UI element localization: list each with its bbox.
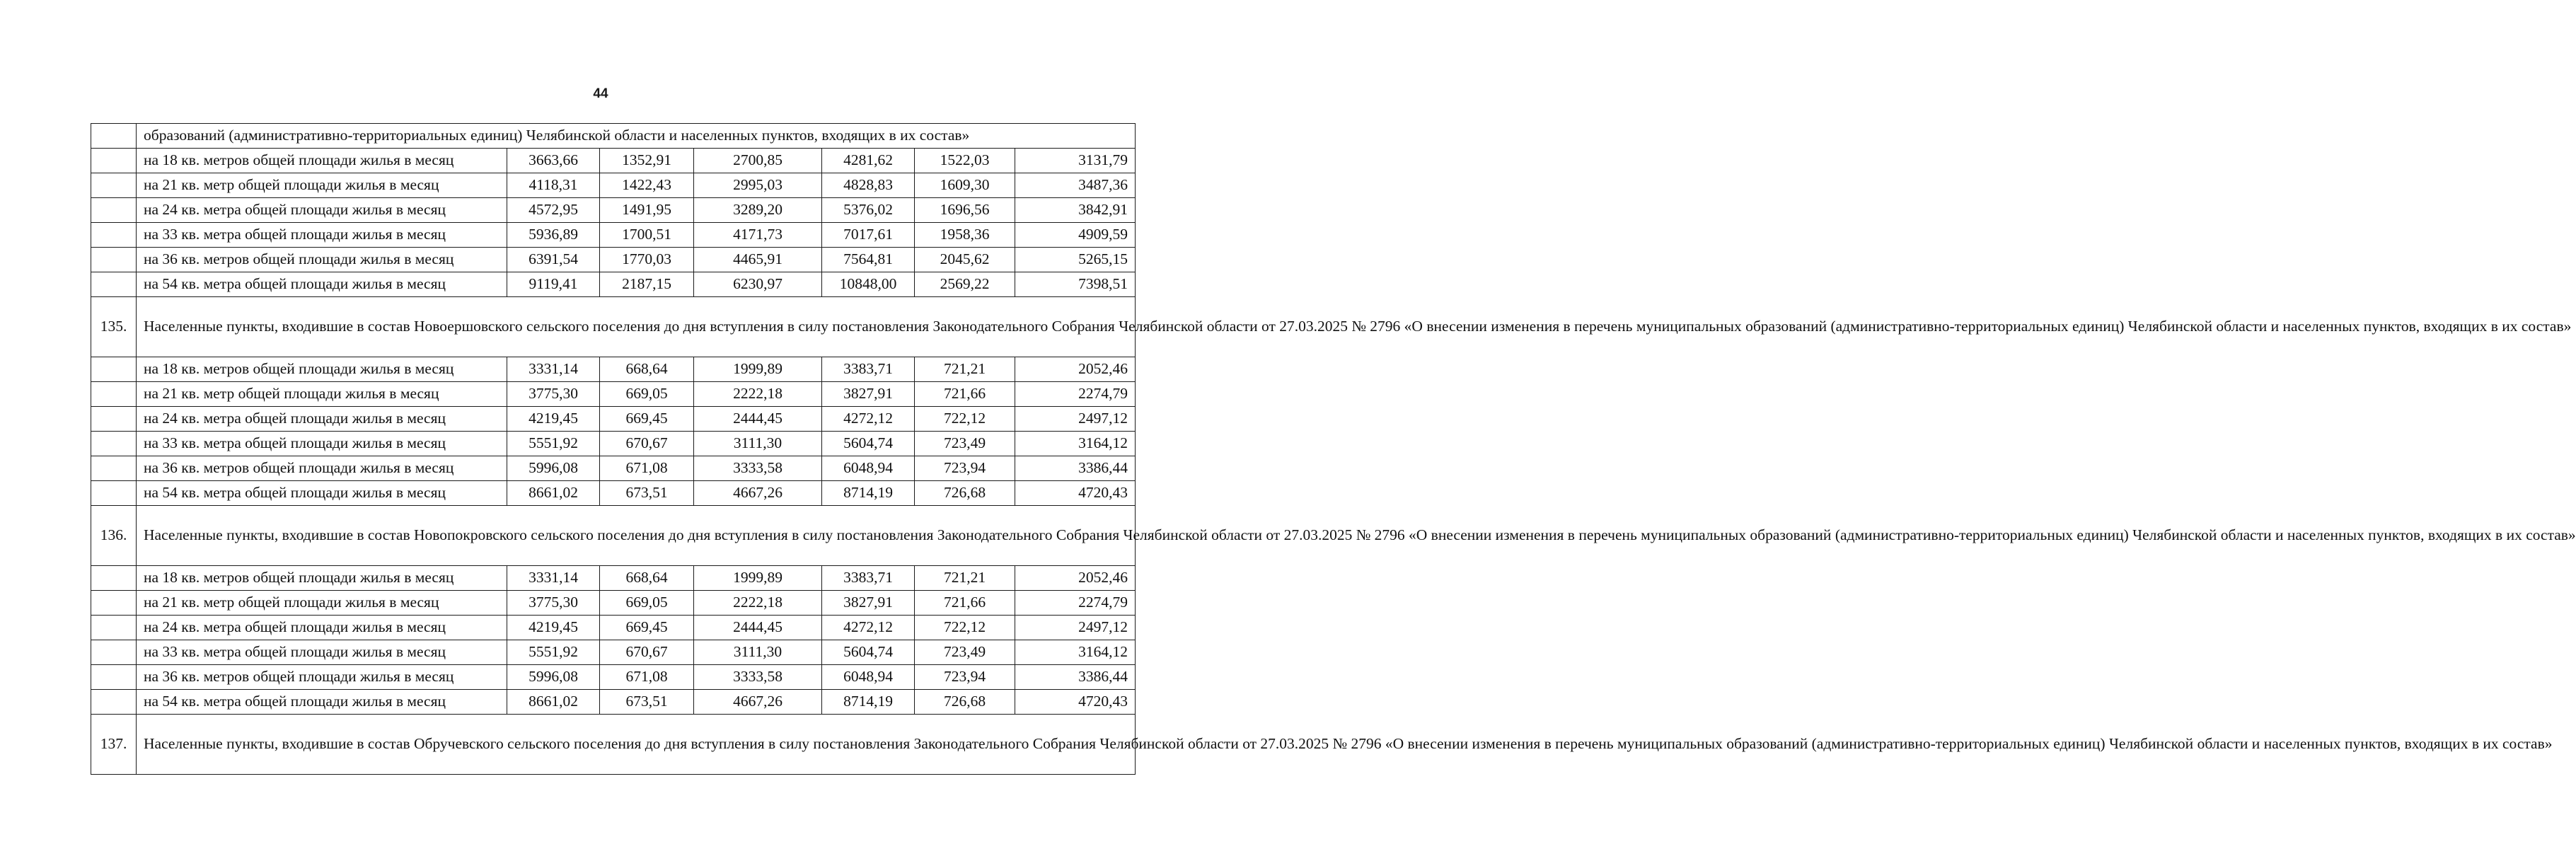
- housing-norm-label: на 24 кв. метра общей площади жилья в месяц: [137, 616, 507, 640]
- housing-norm-label: на 24 кв. метра общей площади жилья в месяц: [137, 198, 507, 223]
- value-cell-6: 4720,43: [1015, 690, 1136, 715]
- value-cell-4: 6048,94: [822, 665, 915, 690]
- value-cell-2: 671,08: [600, 665, 694, 690]
- value-cell-6: 4909,59: [1015, 223, 1136, 248]
- table-row: [91, 591, 1136, 616]
- value-cell-4: 5604,74: [822, 432, 915, 456]
- continuation-text: образований (административно-территориальных единиц) Челябинской области и населенных пунктов, входящих в их состав»: [137, 124, 1136, 149]
- value-cell-1: 9119,41: [507, 272, 600, 297]
- table-row: [91, 665, 1136, 690]
- table-row: [91, 198, 1136, 223]
- section-number: 135.: [91, 297, 137, 357]
- value-cell-3: 2222,18: [694, 382, 822, 407]
- continuation-row: [91, 124, 1136, 149]
- value-cell-4: 8714,19: [822, 481, 915, 506]
- housing-norm-label: на 54 кв. метра общей площади жилья в месяц: [137, 272, 507, 297]
- value-cell-3: 2444,45: [694, 407, 822, 432]
- value-cell-1: 5551,92: [507, 432, 600, 456]
- value-cell-6: 3164,12: [1015, 432, 1136, 456]
- value-cell-1: 3663,66: [507, 149, 600, 173]
- housing-norm-label: на 18 кв. метров общей площади жилья в месяц: [137, 566, 507, 591]
- section-description: Населенные пункты, входившие в состав Новоершовского сельского поселения до дня вступления в силу постановления Законодательного Собрания Челябинской области от 27.03.2025 № 2796 «О внесении изменения в перечень муниципальных образований (административно-территориальных единиц) Челябинской области и населенных пунктов, входящих в их состав»: [137, 297, 1136, 357]
- value-cell-2: 1770,03: [600, 248, 694, 272]
- value-cell-6: 7398,51: [1015, 272, 1136, 297]
- value-cell-1: 4118,31: [507, 173, 600, 198]
- value-cell-1: 4572,95: [507, 198, 600, 223]
- row-number-cell: [91, 432, 137, 456]
- value-cell-4: 10848,00: [822, 272, 915, 297]
- housing-norm-label: на 36 кв. метров общей площади жилья в месяц: [137, 456, 507, 481]
- value-cell-3: 4667,26: [694, 481, 822, 506]
- value-cell-6: 2274,79: [1015, 382, 1136, 407]
- row-number-cell: [91, 407, 137, 432]
- value-cell-6: 3386,44: [1015, 456, 1136, 481]
- value-cell-2: 2187,15: [600, 272, 694, 297]
- housing-norm-label: на 54 кв. метра общей площади жилья в месяц: [137, 481, 507, 506]
- value-cell-6: 2274,79: [1015, 591, 1136, 616]
- value-cell-1: 8661,02: [507, 481, 600, 506]
- value-cell-1: 5996,08: [507, 665, 600, 690]
- value-cell-2: 668,64: [600, 357, 694, 382]
- row-number-cell: [91, 690, 137, 715]
- value-cell-5: 721,21: [915, 357, 1015, 382]
- row-number-cell: [91, 272, 137, 297]
- value-cell-3: 3333,58: [694, 665, 822, 690]
- housing-norm-label: на 21 кв. метр общей площади жилья в месяц: [137, 591, 507, 616]
- row-number-cell: [91, 124, 137, 149]
- value-cell-5: 726,68: [915, 481, 1015, 506]
- value-cell-3: 4465,91: [694, 248, 822, 272]
- row-number-cell: [91, 481, 137, 506]
- value-cell-1: 5551,92: [507, 640, 600, 665]
- section-number: 137.: [91, 715, 137, 775]
- value-cell-5: 721,21: [915, 566, 1015, 591]
- value-cell-3: 2222,18: [694, 591, 822, 616]
- value-cell-6: 2497,12: [1015, 616, 1136, 640]
- value-cell-1: 3331,14: [507, 566, 600, 591]
- value-cell-5: 1609,30: [915, 173, 1015, 198]
- row-number-cell: [91, 198, 137, 223]
- housing-norm-label: на 24 кв. метра общей площади жилья в месяц: [137, 407, 507, 432]
- value-cell-3: 3289,20: [694, 198, 822, 223]
- value-cell-5: 1696,56: [915, 198, 1015, 223]
- value-cell-1: 8661,02: [507, 690, 600, 715]
- value-cell-4: 4828,83: [822, 173, 915, 198]
- value-cell-2: 670,67: [600, 640, 694, 665]
- value-cell-6: 2052,46: [1015, 357, 1136, 382]
- value-cell-4: 4272,12: [822, 616, 915, 640]
- value-cell-6: 3386,44: [1015, 665, 1136, 690]
- table-row: [91, 640, 1136, 665]
- row-number-cell: [91, 640, 137, 665]
- value-cell-5: 726,68: [915, 690, 1015, 715]
- value-cell-4: 3827,91: [822, 591, 915, 616]
- housing-norm-label: на 33 кв. метра общей площади жилья в месяц: [137, 432, 507, 456]
- value-cell-2: 673,51: [600, 481, 694, 506]
- value-cell-4: 4272,12: [822, 407, 915, 432]
- value-cell-1: 4219,45: [507, 616, 600, 640]
- housing-norm-label: на 21 кв. метр общей площади жилья в месяц: [137, 382, 507, 407]
- value-cell-2: 669,05: [600, 591, 694, 616]
- table-body: [91, 124, 2576, 775]
- table-row: [91, 382, 1136, 407]
- value-cell-3: 2995,03: [694, 173, 822, 198]
- value-cell-6: 2052,46: [1015, 566, 1136, 591]
- value-cell-3: 6230,97: [694, 272, 822, 297]
- value-cell-4: 7564,81: [822, 248, 915, 272]
- value-cell-5: 723,94: [915, 665, 1015, 690]
- value-cell-3: 3333,58: [694, 456, 822, 481]
- value-cell-3: 4171,73: [694, 223, 822, 248]
- table-row: [91, 481, 1136, 506]
- value-cell-2: 1491,95: [600, 198, 694, 223]
- value-cell-1: 5936,89: [507, 223, 600, 248]
- housing-norm-label: на 36 кв. метров общей площади жилья в месяц: [137, 665, 507, 690]
- value-cell-4: 3383,71: [822, 566, 915, 591]
- value-cell-6: 3487,36: [1015, 173, 1136, 198]
- row-number-cell: [91, 591, 137, 616]
- row-number-cell: [91, 223, 137, 248]
- value-cell-2: 668,64: [600, 566, 694, 591]
- value-cell-1: 5996,08: [507, 456, 600, 481]
- housing-norm-label: на 36 кв. метров общей площади жилья в месяц: [137, 248, 507, 272]
- value-cell-2: 669,05: [600, 382, 694, 407]
- value-cell-1: 4219,45: [507, 407, 600, 432]
- value-cell-4: 6048,94: [822, 456, 915, 481]
- value-cell-6: 4720,43: [1015, 481, 1136, 506]
- value-cell-5: 723,49: [915, 640, 1015, 665]
- table-row: [91, 407, 1136, 432]
- value-cell-2: 669,45: [600, 407, 694, 432]
- section-number: 136.: [91, 506, 137, 566]
- table-row: [91, 272, 1136, 297]
- section-description: Населенные пункты, входившие в состав Обручевского сельского поселения до дня вступления в силу постановления Законодательного Собрания Челябинской области от 27.03.2025 № 2796 «О внесении изменения в перечень муниципальных образований (административно-территориальных единиц) Челябинской области и населенных пунктов, входящих в их состав»: [137, 715, 1136, 775]
- table-row: [91, 149, 1136, 173]
- value-cell-6: 3131,79: [1015, 149, 1136, 173]
- value-cell-3: 1999,89: [694, 566, 822, 591]
- section-description: Населенные пункты, входившие в состав Новопокровского сельского поселения до дня вступления в силу постановления Законодательного Собрания Челябинской области от 27.03.2025 № 2796 «О внесении изменения в перечень муниципальных образований (административно-территориальных единиц) Челябинской области и населенных пунктов, входящих в их состав»: [137, 506, 1136, 566]
- value-cell-3: 3111,30: [694, 432, 822, 456]
- value-cell-5: 723,94: [915, 456, 1015, 481]
- value-cell-2: 670,67: [600, 432, 694, 456]
- page-number: 44: [593, 86, 608, 101]
- value-cell-4: 5376,02: [822, 198, 915, 223]
- housing-norm-label: на 54 кв. метра общей площади жилья в месяц: [137, 690, 507, 715]
- housing-norm-label: на 18 кв. метров общей площади жилья в месяц: [137, 149, 507, 173]
- value-cell-5: 2569,22: [915, 272, 1015, 297]
- value-cell-4: 4281,62: [822, 149, 915, 173]
- housing-norm-label: на 33 кв. метра общей площади жилья в месяц: [137, 223, 507, 248]
- value-cell-4: 3383,71: [822, 357, 915, 382]
- value-cell-6: 3164,12: [1015, 640, 1136, 665]
- row-number-cell: [91, 173, 137, 198]
- value-cell-5: 722,12: [915, 616, 1015, 640]
- value-cell-5: 722,12: [915, 407, 1015, 432]
- row-number-cell: [91, 665, 137, 690]
- row-number-cell: [91, 382, 137, 407]
- value-cell-4: 5604,74: [822, 640, 915, 665]
- row-number-cell: [91, 357, 137, 382]
- table-row: [91, 690, 1136, 715]
- section-header-row: [91, 715, 1136, 775]
- value-cell-2: 669,45: [600, 616, 694, 640]
- tariff-table: [91, 123, 2576, 775]
- table-row: [91, 223, 1136, 248]
- row-number-cell: [91, 456, 137, 481]
- value-cell-3: 2700,85: [694, 149, 822, 173]
- value-cell-6: 2497,12: [1015, 407, 1136, 432]
- housing-norm-label: на 18 кв. метров общей площади жилья в месяц: [137, 357, 507, 382]
- row-number-cell: [91, 616, 137, 640]
- value-cell-5: 721,66: [915, 591, 1015, 616]
- value-cell-3: 2444,45: [694, 616, 822, 640]
- value-cell-4: 7017,61: [822, 223, 915, 248]
- value-cell-2: 673,51: [600, 690, 694, 715]
- section-header-row: [91, 297, 1136, 357]
- housing-norm-label: на 33 кв. метра общей площади жилья в месяц: [137, 640, 507, 665]
- value-cell-2: 1422,43: [600, 173, 694, 198]
- value-cell-5: 1958,36: [915, 223, 1015, 248]
- row-number-cell: [91, 248, 137, 272]
- table-row: [91, 248, 1136, 272]
- value-cell-1: 6391,54: [507, 248, 600, 272]
- value-cell-2: 1352,91: [600, 149, 694, 173]
- table-row: [91, 566, 1136, 591]
- housing-norm-label: на 21 кв. метр общей площади жилья в месяц: [137, 173, 507, 198]
- row-number-cell: [91, 566, 137, 591]
- value-cell-2: 1700,51: [600, 223, 694, 248]
- value-cell-5: 723,49: [915, 432, 1015, 456]
- value-cell-6: 5265,15: [1015, 248, 1136, 272]
- row-number-cell: [91, 149, 137, 173]
- value-cell-5: 1522,03: [915, 149, 1015, 173]
- value-cell-3: 1999,89: [694, 357, 822, 382]
- value-cell-4: 3827,91: [822, 382, 915, 407]
- value-cell-4: 8714,19: [822, 690, 915, 715]
- value-cell-2: 671,08: [600, 456, 694, 481]
- value-cell-5: 2045,62: [915, 248, 1015, 272]
- value-cell-1: 3331,14: [507, 357, 600, 382]
- value-cell-5: 721,66: [915, 382, 1015, 407]
- value-cell-6: 3842,91: [1015, 198, 1136, 223]
- table-row: [91, 456, 1136, 481]
- table-row: [91, 616, 1136, 640]
- value-cell-1: 3775,30: [507, 591, 600, 616]
- value-cell-1: 3775,30: [507, 382, 600, 407]
- value-cell-3: 4667,26: [694, 690, 822, 715]
- table-row: [91, 432, 1136, 456]
- section-header-row: [91, 506, 1136, 566]
- value-cell-3: 3111,30: [694, 640, 822, 665]
- table-row: [91, 357, 1136, 382]
- table-row: [91, 173, 1136, 198]
